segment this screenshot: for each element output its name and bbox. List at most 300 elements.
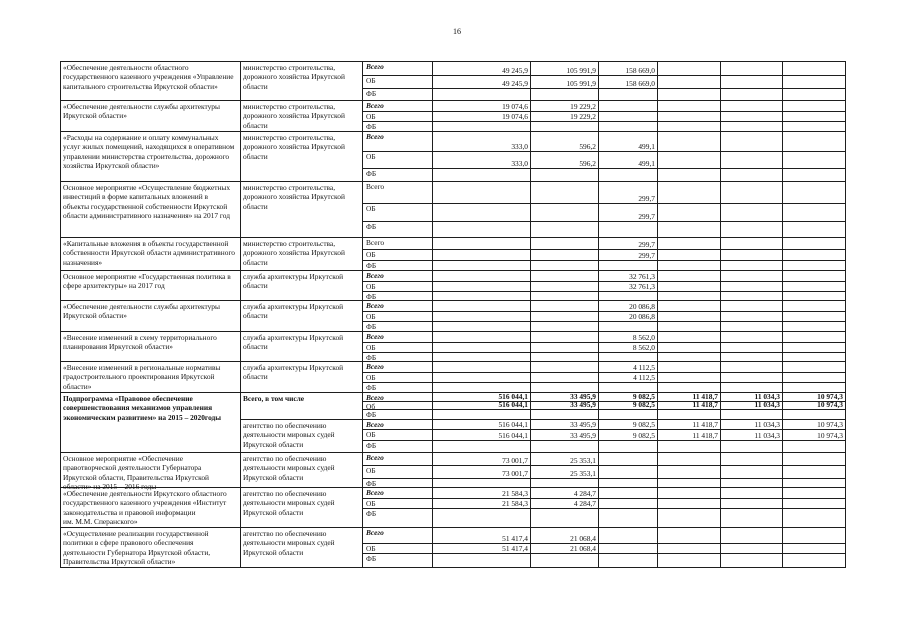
amount-cell [783,554,846,568]
funding-source-label: Всего [363,362,433,373]
amount-cell [658,441,721,453]
amount-cell: 158 669,0 [599,76,658,89]
responsible-executor: министерство строительства, дорожного хозяйства Иркутской области [241,101,363,132]
amount-cell [721,292,783,301]
amount-cell [658,89,721,101]
funding-source-label: Об [363,402,433,410]
amount-cell: 32 761,3 [599,282,658,292]
amount-cell [783,343,846,353]
funding-source-label: Всего [363,301,433,312]
funding-source-label: Всего [363,393,433,402]
amount-cell [721,343,783,353]
amount-cell [721,544,783,554]
responsible-executor: служба архитектуры Иркутской области [241,271,363,301]
funding-source-label: Всего [363,238,433,250]
amount-cell: 499,1 [599,152,658,169]
amount-cell [783,488,846,499]
amount-cell [721,122,783,132]
amount-cell: 299,7 [599,238,658,250]
amount-cell [599,322,658,332]
amount-cell: 516 044,1 [433,420,531,430]
amount-cell: 333,0 [433,152,531,169]
funding-source-label: ОБ [363,250,433,261]
amount-cell [433,182,531,204]
amount-cell [783,101,846,112]
amount-cell: 73 001,7 [433,453,531,466]
amount-cell [783,62,846,76]
funding-source-label: ФБ [363,222,433,238]
responsible-executor: агентство по обеспечению деятельности мировых судей Иркутской области [241,420,363,453]
amount-cell [531,332,599,343]
amount-cell: 10 974,3 [783,420,846,430]
amount-cell: 11 034,3 [721,420,783,430]
amount-cell [599,410,658,420]
amount-cell [531,282,599,292]
amount-cell [599,101,658,112]
amount-cell [531,373,599,383]
amount-cell [531,554,599,568]
amount-cell [531,261,599,271]
amount-cell [433,312,531,322]
amount-cell [531,169,599,182]
amount-cell [433,122,531,132]
amount-cell [599,528,658,544]
funding-source-label: Всего [363,182,433,204]
program-item-name: «Обеспечение деятельности областного государственного казенного учреждения «Управление капитального строительства Иркутской области» [61,62,241,101]
amount-cell [658,182,721,204]
amount-cell [721,238,783,250]
amount-cell [433,441,531,453]
amount-cell [433,89,531,101]
amount-cell [658,250,721,261]
amount-cell [433,282,531,292]
amount-cell [531,271,599,282]
amount-cell: 11 418,7 [658,393,721,402]
amount-cell [433,373,531,383]
amount-cell [721,271,783,282]
amount-cell: 8 562,0 [599,343,658,353]
amount-cell [721,250,783,261]
amount-cell [721,261,783,271]
amount-cell [783,76,846,89]
funding-source-label: ФБ [363,554,433,568]
funding-source-label: Всего [363,488,433,499]
funding-source-label: ОБ [363,499,433,509]
amount-cell [783,312,846,322]
amount-cell [783,353,846,362]
amount-cell [721,62,783,76]
amount-cell [658,62,721,76]
amount-cell: 25 353,1 [531,453,599,466]
amount-cell [658,271,721,282]
amount-cell: 51 417,4 [433,544,531,554]
amount-cell: 19 229,2 [531,101,599,112]
amount-cell [599,261,658,271]
responsible-executor: агентство по обеспечению деятельности мировых судей Иркутской области [241,488,363,528]
amount-cell [721,466,783,479]
amount-cell [783,479,846,488]
amount-cell [433,509,531,528]
amount-cell [783,204,846,222]
amount-cell [433,410,531,420]
amount-cell [783,182,846,204]
amount-cell: 11 418,7 [658,420,721,430]
amount-cell: 299,7 [599,204,658,222]
amount-cell [433,343,531,353]
amount-cell [783,301,846,312]
amount-cell [599,544,658,554]
amount-cell [531,353,599,362]
amount-cell [658,509,721,528]
amount-cell [599,222,658,238]
amount-cell [433,301,531,312]
amount-cell: 158 669,0 [599,62,658,76]
amount-cell [721,222,783,238]
amount-cell [721,152,783,169]
program-item-name: Подпрограмма «Правовое обеспечение совершенствования механизмов управления экономическим развитием» на 2015 – 2020годы [61,393,241,453]
amount-cell [721,322,783,332]
responsible-executor: министерство строительства, дорожного хозяйства Иркутской области [241,182,363,238]
amount-cell: 11 418,7 [658,402,721,410]
responsible-executor: агентство по обеспечению деятельности мировых судей Иркутской области [241,453,363,488]
amount-cell: 299,7 [599,182,658,204]
amount-cell [783,89,846,101]
amount-cell [783,362,846,373]
responsible-executor: Всего, в том числе [241,393,363,420]
funding-source-label: Всего [363,101,433,112]
responsible-executor: министерство строительства, дорожного хозяйства Иркутской области [241,62,363,101]
amount-cell: 4 284,7 [531,499,599,509]
amount-cell: 105 991,9 [531,62,599,76]
amount-cell [658,76,721,89]
amount-cell [433,250,531,261]
amount-cell [721,76,783,89]
amount-cell [783,122,846,132]
program-item-name: «Капитальные вложения в объекты государственной собственности Иркутской области административного назначения» [61,238,241,271]
amount-cell [658,301,721,312]
amount-cell: 333,0 [433,132,531,152]
funding-source-label: Всего [363,62,433,76]
amount-cell [599,453,658,466]
amount-cell [599,466,658,479]
program-item-name: «Обеспечение деятельности службы архитектуры Иркутской области» [61,101,241,132]
responsible-executor: агентство по обеспечению деятельности мировых судей Иркутской области [241,528,363,568]
amount-cell: 11 034,3 [721,393,783,402]
responsible-executor: служба архитектуры Иркутской области [241,362,363,393]
amount-cell [658,466,721,479]
funding-source-label: ФБ [363,322,433,332]
amount-cell [783,441,846,453]
amount-cell [531,312,599,322]
funding-source-label: ФБ [363,122,433,132]
program-item-name: «Расходы на содержание и оплату коммунальных услуг жилых помещений, находящихся в оперативном управлении министерства строительства, дорожного хозяйства Иркутской области» [61,132,241,182]
amount-cell [721,282,783,292]
amount-cell [433,353,531,362]
funding-source-label: ФБ [363,261,433,271]
amount-cell [658,332,721,343]
amount-cell [599,89,658,101]
amount-cell [599,112,658,122]
amount-cell: 33 495,9 [531,402,599,410]
amount-cell [658,169,721,182]
amount-cell [658,292,721,301]
funding-source-label: Всего [363,420,433,430]
amount-cell: 499,1 [599,132,658,152]
amount-cell [658,528,721,544]
amount-cell [531,301,599,312]
amount-cell [783,528,846,544]
amount-cell: 20 086,8 [599,301,658,312]
amount-cell [721,453,783,466]
amount-cell: 4 284,7 [531,488,599,499]
amount-cell [531,222,599,238]
amount-cell [531,479,599,488]
amount-cell [433,204,531,222]
amount-cell [658,343,721,353]
amount-cell [531,441,599,453]
funding-source-label: Всего [363,332,433,343]
funding-source-label: Всего [363,453,433,466]
funding-source-label: ФБ [363,89,433,101]
funding-source-label: ФБ [363,383,433,393]
amount-cell [783,282,846,292]
amount-cell: 516 044,1 [433,393,531,402]
amount-cell [721,362,783,373]
program-item-name: Основное мероприятие «Осуществление бюджетных инвестиций в форме капитальных вложений в объекты государственной собственности Иркутской области административного назначения» на 2017 год [61,182,241,238]
amount-cell: 19 229,2 [531,112,599,122]
amount-cell [658,282,721,292]
amount-cell [531,204,599,222]
amount-cell [721,332,783,343]
amount-cell: 105 991,9 [531,76,599,89]
amount-cell [531,322,599,332]
amount-cell: 299,7 [599,250,658,261]
amount-cell: 10 974,3 [783,430,846,441]
amount-cell [721,554,783,568]
amount-cell [721,101,783,112]
amount-cell [658,373,721,383]
funding-source-label: ФБ [363,410,433,420]
amount-cell [599,169,658,182]
amount-cell [599,479,658,488]
amount-cell: 4 112,5 [599,373,658,383]
amount-cell [531,182,599,204]
funding-source-label: ФБ [363,169,433,182]
amount-cell [658,204,721,222]
amount-cell [783,152,846,169]
amount-cell [658,499,721,509]
amount-cell [783,112,846,122]
amount-cell [721,479,783,488]
amount-cell [783,292,846,301]
funding-source-label: ОБ [363,204,433,222]
page-number: 16 [453,27,461,36]
amount-cell: 516 044,1 [433,430,531,441]
program-item-name: «Внесение изменений в схему территориального планирования Иркутской области» [61,332,241,362]
amount-cell: 33 495,9 [531,420,599,430]
amount-cell [783,169,846,182]
amount-cell [531,410,599,420]
program-item-name: «Внесение изменений в региональные нормативы градостроительного проектирования Иркутской области» [61,362,241,393]
amount-cell: 11 034,3 [721,402,783,410]
amount-cell [721,528,783,544]
amount-cell [783,222,846,238]
responsible-executor: министерство строительства, дорожного хозяйства Иркутской области [241,238,363,271]
amount-cell [721,373,783,383]
amount-cell [599,509,658,528]
amount-cell [658,322,721,332]
program-item-name: «Обеспечение деятельности Иркутского областного государственного казенного учреждения «Институт законодательства и правовой информации им. М.М. Сперанского» [61,488,241,528]
amount-cell [433,554,531,568]
amount-cell [658,112,721,122]
funding-source-label: ФБ [363,292,433,301]
amount-cell [721,499,783,509]
amount-cell [783,509,846,528]
amount-cell [531,292,599,301]
amount-cell [721,204,783,222]
program-item-name: «Обеспечение деятельности службы архитектуры Иркутской области» [61,301,241,332]
amount-cell: 11 034,3 [721,430,783,441]
amount-cell [599,499,658,509]
amount-cell: 596,2 [531,132,599,152]
amount-cell [599,554,658,568]
funding-source-label: Всего [363,271,433,282]
program-item-name: Основное мероприятие «Обеспечение правотворческой деятельности Губернатора Иркутской области, Правительства Иркутской области» на 2015 – 2016 годы [61,453,241,488]
amount-cell [783,271,846,282]
amount-cell [721,441,783,453]
responsible-executor: служба архитектуры Иркутской области [241,301,363,332]
amount-cell [658,101,721,112]
amount-cell [783,322,846,332]
funding-source-label: ОБ [363,430,433,441]
amount-cell [783,132,846,152]
amount-cell: 33 495,9 [531,430,599,441]
amount-cell [721,169,783,182]
amount-cell [599,488,658,499]
amount-cell [531,250,599,261]
funding-source-label: ОБ [363,466,433,479]
funding-source-label: Всего [363,528,433,544]
amount-cell: 19 074,6 [433,112,531,122]
amount-cell [658,479,721,488]
amount-cell: 21 584,3 [433,488,531,499]
amount-cell: 10 974,3 [783,402,846,410]
amount-cell [658,312,721,322]
amount-cell: 21 068,4 [531,544,599,554]
amount-cell [531,238,599,250]
amount-cell [531,122,599,132]
amount-cell: 19 074,6 [433,101,531,112]
program-item-name: Основное мероприятие «Государственная политика в сфере архитектуры» на 2017 год [61,271,241,301]
amount-cell [783,499,846,509]
amount-cell: 596,2 [531,152,599,169]
amount-cell [433,292,531,301]
budget-table [60,61,846,568]
amount-cell [433,261,531,271]
amount-cell [783,466,846,479]
amount-cell [783,261,846,271]
amount-cell [658,238,721,250]
amount-cell: 10 974,3 [783,393,846,402]
amount-cell [433,362,531,373]
amount-cell [783,453,846,466]
funding-source-label: Всего [363,132,433,152]
amount-cell [783,373,846,383]
amount-cell [433,238,531,250]
amount-cell [599,122,658,132]
funding-source-label: ФБ [363,509,433,528]
funding-source-label: ОБ [363,312,433,322]
amount-cell: 49 245,9 [433,76,531,89]
amount-cell: 25 353,1 [531,466,599,479]
amount-cell [721,353,783,362]
amount-cell [721,132,783,152]
amount-cell [721,488,783,499]
amount-cell [658,122,721,132]
amount-cell [721,182,783,204]
amount-cell [531,89,599,101]
funding-source-label: ОБ [363,152,433,169]
amount-cell: 32 761,3 [599,271,658,282]
funding-source-label: ОБ [363,76,433,89]
amount-cell [531,509,599,528]
amount-cell: 33 495,9 [531,393,599,402]
amount-cell [531,362,599,373]
amount-cell [658,261,721,271]
amount-cell: 51 417,4 [433,528,531,544]
amount-cell [658,353,721,362]
amount-cell: 9 082,5 [599,393,658,402]
funding-source-label: ОБ [363,544,433,554]
amount-cell [658,488,721,499]
amount-cell: 8 562,0 [599,332,658,343]
amount-cell [599,292,658,301]
funding-source-label: ФБ [363,441,433,453]
funding-source-label: ОБ [363,282,433,292]
amount-cell [783,544,846,554]
funding-source-label: ФБ [363,479,433,488]
amount-cell: 49 245,9 [433,62,531,76]
amount-cell [658,132,721,152]
amount-cell [721,301,783,312]
amount-cell: 9 082,5 [599,402,658,410]
amount-cell [658,410,721,420]
amount-cell: 21 584,3 [433,499,531,509]
amount-cell [783,238,846,250]
amount-cell [433,222,531,238]
amount-cell [599,441,658,453]
amount-cell: 9 082,5 [599,420,658,430]
amount-cell [783,332,846,343]
amount-cell: 73 001,7 [433,466,531,479]
amount-cell [721,509,783,528]
funding-source-label: ОБ [363,112,433,122]
amount-cell [721,112,783,122]
amount-cell: 20 086,8 [599,312,658,322]
amount-cell: 4 112,5 [599,362,658,373]
amount-cell [721,312,783,322]
amount-cell [433,322,531,332]
program-item-name: «Осуществление реализации государственной политики в сфере правового обеспечения деятельности Губернатора Иркутской области, Правительства Иркутской области» [61,528,241,568]
amount-cell [658,152,721,169]
amount-cell [658,362,721,373]
amount-cell: 516 044,1 [433,402,531,410]
amount-cell [658,554,721,568]
amount-cell [783,410,846,420]
amount-cell [658,453,721,466]
amount-cell [433,271,531,282]
amount-cell: 21 068,4 [531,528,599,544]
